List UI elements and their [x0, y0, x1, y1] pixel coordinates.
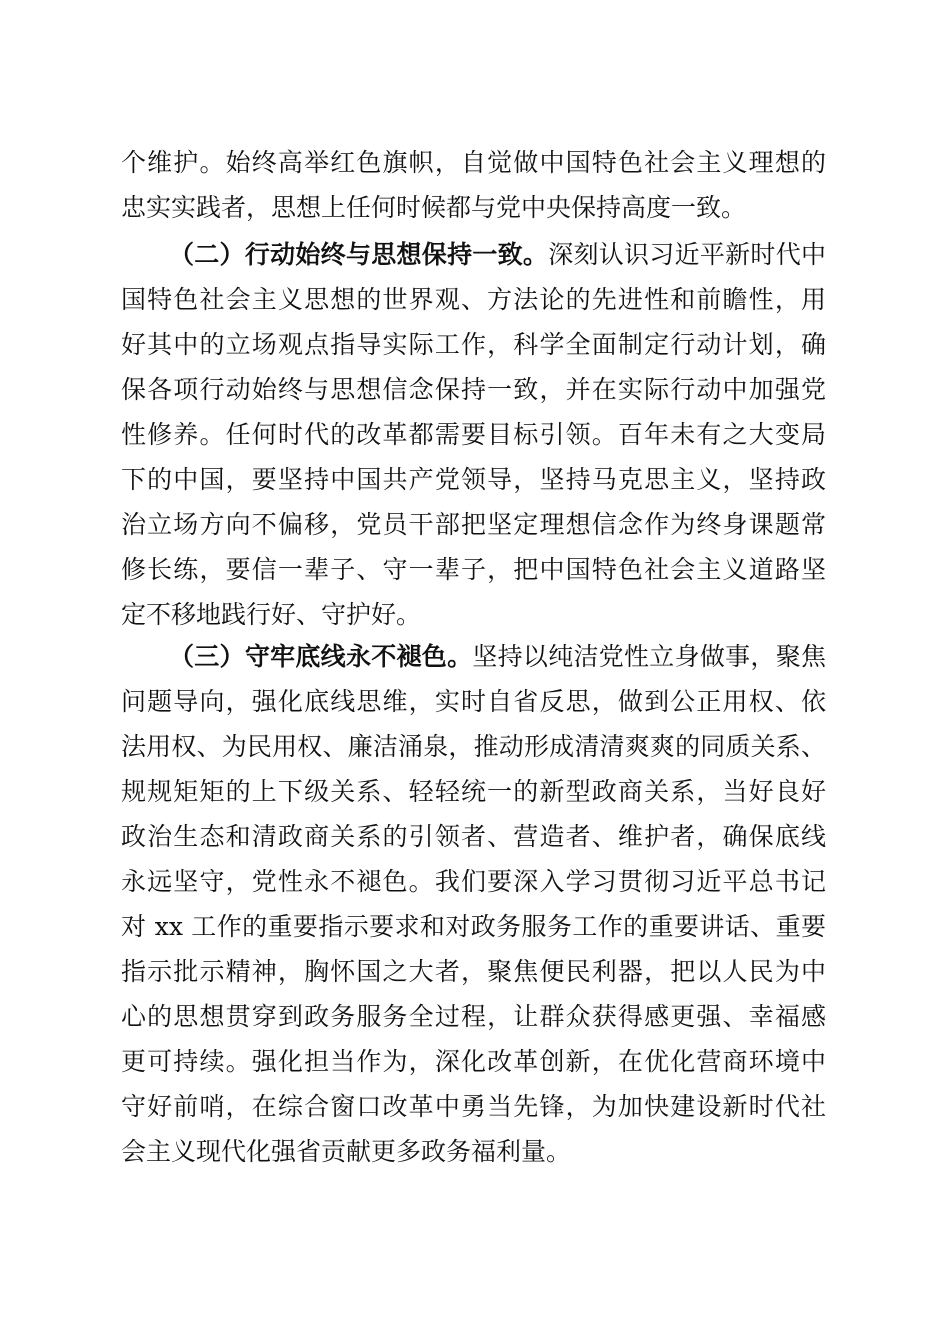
paragraph-2 — [121, 232, 826, 637]
paragraph-2-first-line — [121, 232, 826, 277]
paragraph-2-line: 好其中的立场观点指导实际工作，科学全面制定行动计划，确 — [121, 330, 826, 359]
paragraph-3-line: 法用权、为民用权、廉洁涌泉，推动形成清清爽爽的同质关系、 — [121, 732, 826, 761]
paragraph-2-line: 性修养。任何时代的改革都需要目标引领。百年未有之大变局 — [121, 420, 826, 449]
paragraph-3-line: 心的思想贯穿到政务服务全过程，让群众获得感更强、幸福感 — [121, 1002, 826, 1031]
paragraph-2-first-line-text: 深刻认识习近平新时代中 — [548, 240, 826, 269]
paragraph-1 — [121, 140, 826, 230]
paragraph-3-line: 更可持续。强化担当作为，深化改革创新，在优化营商环境中 — [121, 1047, 826, 1076]
paragraph-1-line: 个维护。始终高举红色旗帜，自觉做中国特色社会主义理想的 — [121, 148, 826, 177]
paragraph-3 — [121, 634, 826, 1174]
paragraph-3-line: 守好前哨，在综合窗口改革中勇当先锋，为加快建设新时代社 — [121, 1092, 826, 1121]
paragraph-2-line: 定不移地践行好、守护好。 — [121, 600, 422, 629]
paragraph-2-line: 修长练，要信一辈子、守一辈子，把中国特色社会主义道路坚 — [121, 555, 826, 584]
paragraph-2-line: 保各项行动始终与思想信念保持一致，并在实际行动中加强党 — [121, 375, 826, 404]
paragraph-3-first-line — [121, 634, 826, 679]
paragraph-3-line: 规规矩矩的上下级关系、轻轻统一的新型政商关系，当好良好 — [121, 777, 826, 806]
paragraph-3-line: 政治生态和清政商关系的引领者、营造者、维护者，确保底线 — [121, 822, 826, 851]
paragraph-2-line: 治立场方向不偏移，党员干部把坚定理想信念作为终身课题常 — [121, 510, 826, 539]
paragraph-3-first-line-text: 坚持以纯洁党性立身做事，聚焦 — [472, 642, 826, 671]
paragraph-3-line: 会主义现代化强省贡献更多政务福利量。 — [121, 1137, 572, 1166]
paragraph-2-line: 下的中国，要坚持中国共产党领导，坚持马克思主义，坚持政 — [121, 465, 826, 494]
paragraph-3-line: 永远坚守，党性永不褪色。我们要深入学习贯彻习近平总书记 — [121, 867, 826, 896]
paragraph-3-line: 对 xx 工作的重要指示要求和对政务服务工作的重要讲话、重要 — [121, 912, 826, 941]
section-heading-2: （二）行动始终与思想保持一致。 — [169, 240, 549, 269]
paragraph-3-line: 问题导向，强化底线思维，实时自省反思，做到公正用权、依 — [121, 687, 826, 716]
section-heading-3: （三）守牢底线永不褪色。 — [169, 642, 473, 671]
paragraph-2-line: 国特色社会主义思想的世界观、方法论的先进性和前瞻性，用 — [121, 285, 826, 314]
paragraph-3-line: 指示批示精神，胸怀国之大者，聚焦便民利器，把以人民为中 — [121, 957, 826, 986]
paragraph-1-line: 忠实实践者，思想上任何时候都与党中央保持高度一致。 — [121, 193, 747, 222]
